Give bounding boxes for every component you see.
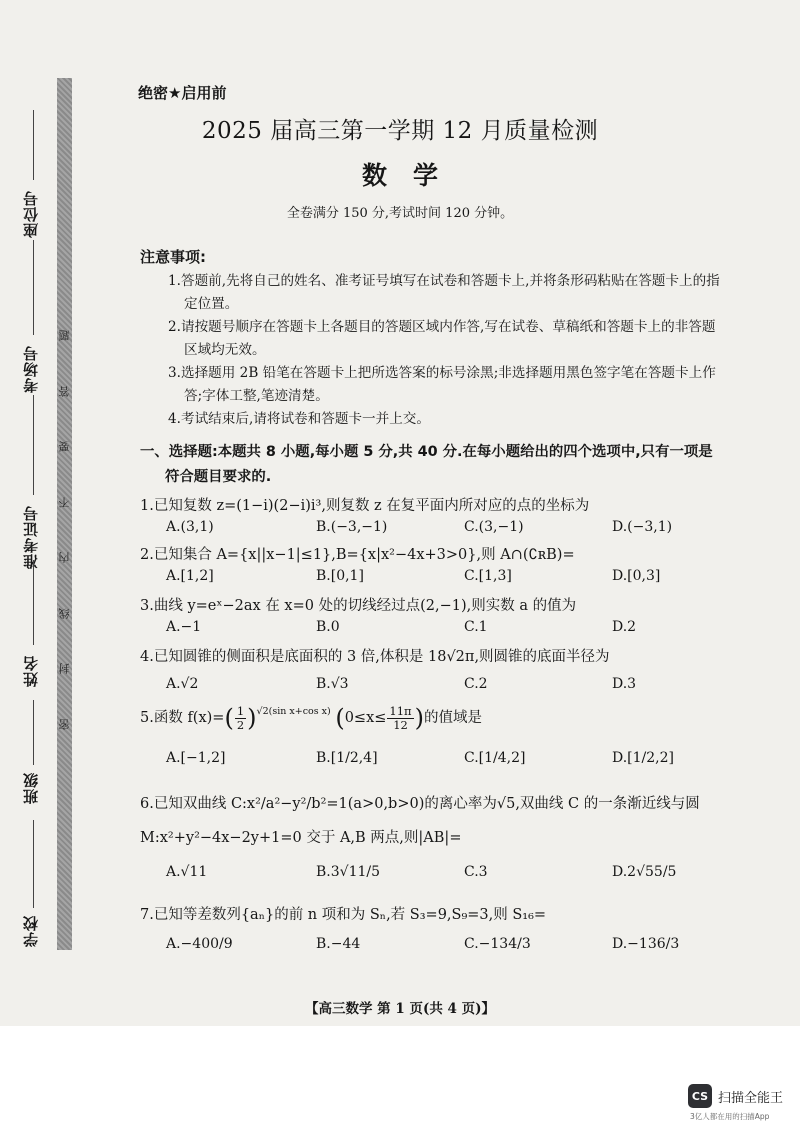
- seal-word: 密: [58, 718, 71, 730]
- margin-rule: [33, 560, 34, 645]
- seat-line: [20, 262, 21, 266]
- seal-word: 要: [58, 441, 71, 453]
- notice-heading: 注意事项:: [140, 248, 206, 266]
- option-c: C.3: [464, 864, 488, 880]
- option-c: C.(3,−1): [464, 519, 524, 535]
- option-b: B.[0,1]: [316, 568, 364, 584]
- seal-word: 线: [58, 607, 71, 619]
- margin-rule: [33, 820, 34, 908]
- section-heading: [140, 440, 724, 490]
- option-c: C.2: [464, 676, 488, 692]
- option-d: D.[0,3]: [612, 568, 661, 584]
- question-2-stem: 2.已知集合 A={x||x−1|≤1},B={x|x²−4x+3>0},则 A∩(∁ʀB)=: [140, 547, 575, 563]
- question-7-stem: 7.已知等差数列{aₙ}的前 n 项和为 Sₙ,若 S₃=9,S₉=3,则 S₁₆=: [140, 907, 547, 923]
- seal-word: 答: [58, 385, 71, 397]
- admission-number-field: [20, 505, 41, 569]
- notice-item: 1.答题前,先将自己的姓名、准考证号填写在试卷和答题卡上,并将条形码粘贴在答题卡上的指定位置。: [168, 273, 720, 312]
- option-b: B.√3: [316, 676, 349, 692]
- option-d: D.(−3,1): [612, 519, 673, 535]
- option-a: A.−1: [166, 619, 202, 635]
- question-4-stem: 4.已知圆锥的侧面积是底面积的 3 倍,体积是 18√2π,则圆锥的底面半径为: [140, 649, 610, 665]
- option-c: C.[1/4,2]: [464, 750, 526, 766]
- question-6-stem-line-1: 6.已知双曲线 C:x²/a²−y²/b²=1(a>0,b>0)的离心率为√5,双曲线 C 的一条渐近线与圆: [140, 796, 700, 812]
- seal-word: 题: [58, 330, 71, 341]
- section-line: 一、选择题:本题共 8 小题,每小题 5 分,共 40 分.在每小题给出的四个选项中,只有一项是: [140, 444, 713, 460]
- margin-rule: [33, 395, 34, 495]
- exam-room-field: [20, 345, 41, 393]
- scanner-tagline: 3亿人都在用的扫描App: [690, 1112, 770, 1121]
- question-5-prefix: 5.函数 f(x)=: [140, 710, 225, 726]
- option-a: A.√11: [166, 864, 208, 880]
- scanner-app-name: 扫描全能王: [718, 1090, 784, 1106]
- notice-item: 3.选择题用 2B 铅笔在答题卡上把所选答案的标号涂黑;非选择题用黑色签字笔在答题卡上作答;字体工整,笔迹清楚。: [168, 365, 716, 404]
- option-a: A.[−1,2]: [166, 750, 226, 766]
- section-line: 符合题目要求的.: [165, 469, 272, 485]
- school-field: [20, 915, 41, 947]
- notice-item: 2.请按题号顺序在答题卡上各题目的答题区域内作答,写在试卷、草稿纸和答题卡上的非答题区域均无效。: [168, 319, 716, 358]
- option-a: A.√2: [166, 676, 199, 692]
- option-b: B.[1/2,4]: [316, 750, 378, 766]
- option-a: A.−400/9: [166, 936, 233, 952]
- question-3-stem: 3.曲线 y=eˣ−2ax 在 x=0 处的切线经过点(2,−1),则实数 a 的值为: [140, 598, 577, 614]
- option-b: B.(−3,−1): [316, 519, 388, 535]
- option-d: D.2: [612, 619, 637, 635]
- option-d: D.−136/3: [612, 936, 680, 952]
- question-5-suffix: 的值域是: [423, 710, 482, 726]
- seal-line-warning: [56, 330, 74, 730]
- notice-list: [168, 270, 723, 432]
- admission-number-label: 准考证号: [22, 505, 40, 569]
- notice-item: 4.考试结束后,请将试卷和答题卡一并上交。: [168, 411, 430, 427]
- option-b: B.0: [316, 619, 340, 635]
- margin-rule: [33, 700, 34, 765]
- question-5-exponent: √2(sin x+cos x): [256, 706, 331, 717]
- page-footer: 【高三数学 第 1 页(共 4 页)】: [304, 1001, 496, 1017]
- option-d: D.2√55/5: [612, 864, 677, 880]
- class-field: [20, 772, 41, 804]
- option-d: D.3: [612, 676, 637, 692]
- option-b: B.−44: [316, 936, 361, 952]
- confidential-mark: 绝密★启用前: [138, 84, 227, 102]
- name-field: [20, 655, 41, 687]
- option-c: C.−134/3: [464, 936, 531, 952]
- school-label: 学校: [22, 915, 40, 947]
- name-label: 姓名: [22, 655, 40, 687]
- seal-word: 封: [58, 663, 71, 675]
- option-b: B.3√11/5: [316, 864, 381, 880]
- option-c: C.[1,3]: [464, 568, 512, 584]
- class-label: 班级: [22, 772, 40, 804]
- option-d: D.[1/2,2]: [612, 750, 674, 766]
- option-a: A.(3,1): [166, 519, 214, 535]
- question-5-stem: 5.函数 f(x)=( $\frac{1}{2}$ )$^{√2(sin x+cos x)}$ (0≤x≤ $\frac{11\pi}{12}$ )的值域是: [140, 703, 482, 732]
- subject-title: 数学: [361, 161, 464, 190]
- seal-word: 不: [58, 496, 71, 508]
- exam-info: 全卷满分 150 分,考试时间 120 分钟。: [286, 206, 514, 221]
- exam-room-label: 考场号: [22, 345, 40, 393]
- question-6-stem-line-2: M:x²+y²−4x−2y+1=0 交于 A,B 两点,则|AB|=: [140, 830, 462, 846]
- question-1-stem: 1.已知复数 z=(1−i)(2−i)i³,则复数 z 在复平面内所对应的点的坐标为: [140, 498, 590, 514]
- seal-word: 内: [58, 552, 71, 564]
- option-c: C.1: [464, 619, 488, 635]
- exam-title: 2025 届高三第一学期 12 月质量检测: [201, 118, 599, 144]
- scanner-logo-icon: CS: [688, 1084, 712, 1108]
- seat-number-label: 座位号: [22, 190, 40, 238]
- margin-rule: [33, 240, 34, 335]
- scanner-watermark: [688, 1084, 783, 1108]
- option-a: A.[1,2]: [166, 568, 214, 584]
